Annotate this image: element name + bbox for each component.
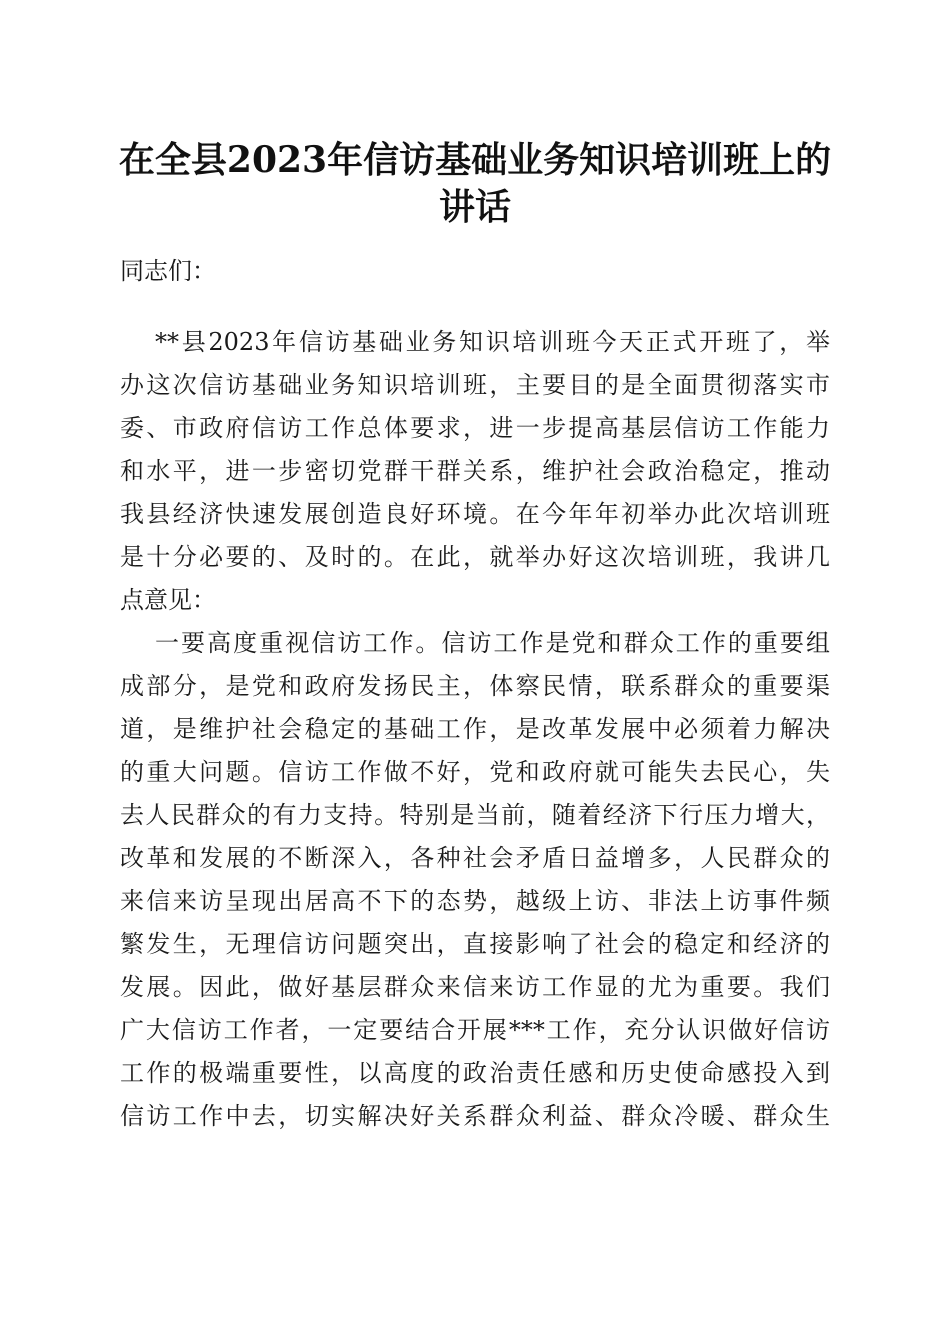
paragraph-2-line: 广大信访工作者，一定要结合开展***工作，充分认识做好信访 xyxy=(120,1016,830,1044)
paragraph-1-line: 我县经济快速发展创造良好环境。在今年年初举办此次培训班 xyxy=(120,500,830,528)
paragraph-2-line: 改革和发展的不断深入，各种社会矛盾日益增多，人民群众的 xyxy=(120,844,830,872)
paragraph-2-line: 繁发生，无理信访问题突出，直接影响了社会的稳定和经济的 xyxy=(120,930,830,958)
paragraph-2-line: 的重大问题。信访工作做不好，党和政府就可能失去民心，失 xyxy=(120,758,830,786)
paragraph-1-line: 和水平，进一步密切党群干群关系，维护社会政治稳定，推动 xyxy=(120,457,830,485)
salutation: 同志们： xyxy=(120,257,216,285)
paragraph-2-line: 成部分，是党和政府发扬民主，体察民情，联系群众的重要渠 xyxy=(120,672,830,700)
document-title-line-2: 讲话 xyxy=(438,186,511,228)
paragraph-1-line: 点意见： xyxy=(120,586,216,614)
paragraph-2-line: 发展。因此，做好基层群众来信来访工作显的尤为重要。我们 xyxy=(120,973,830,1001)
paragraph-2-line: 一要高度重视信访工作。信访工作是党和群众工作的重要组 xyxy=(155,629,830,657)
paragraph-1-line: 委、市政府信访工作总体要求，进一步提高基层信访工作能力 xyxy=(120,414,830,442)
paragraph-2-line: 道，是维护社会稳定的基础工作，是改革发展中必须着力解决 xyxy=(120,715,830,743)
paragraph-2-line: 工作的极端重要性，以高度的政治责任感和历史使命感投入到 xyxy=(120,1059,830,1087)
document-title-line-1: 在全县2023年信访基础业务知识培训班上的 xyxy=(118,139,832,181)
paragraph-2-line: 信访工作中去，切实解决好关系群众利益、群众冷暖、群众生 xyxy=(120,1102,830,1130)
paragraph-2-line: 来信来访呈现出居高不下的态势，越级上访、非法上访事件频 xyxy=(120,887,830,915)
paragraph-1-line: 是十分必要的、及时的。在此，就举办好这次培训班，我讲几 xyxy=(120,543,830,571)
paragraph-1-line: **县2023年信访基础业务知识培训班今天正式开班了，举 xyxy=(155,328,830,356)
paragraph-2-line: 去人民群众的有力支持。特别是当前，随着经济下行压力增大， xyxy=(120,801,830,829)
paragraph-1-line: 办这次信访基础业务知识培训班，主要目的是全面贯彻落实市 xyxy=(120,371,830,399)
